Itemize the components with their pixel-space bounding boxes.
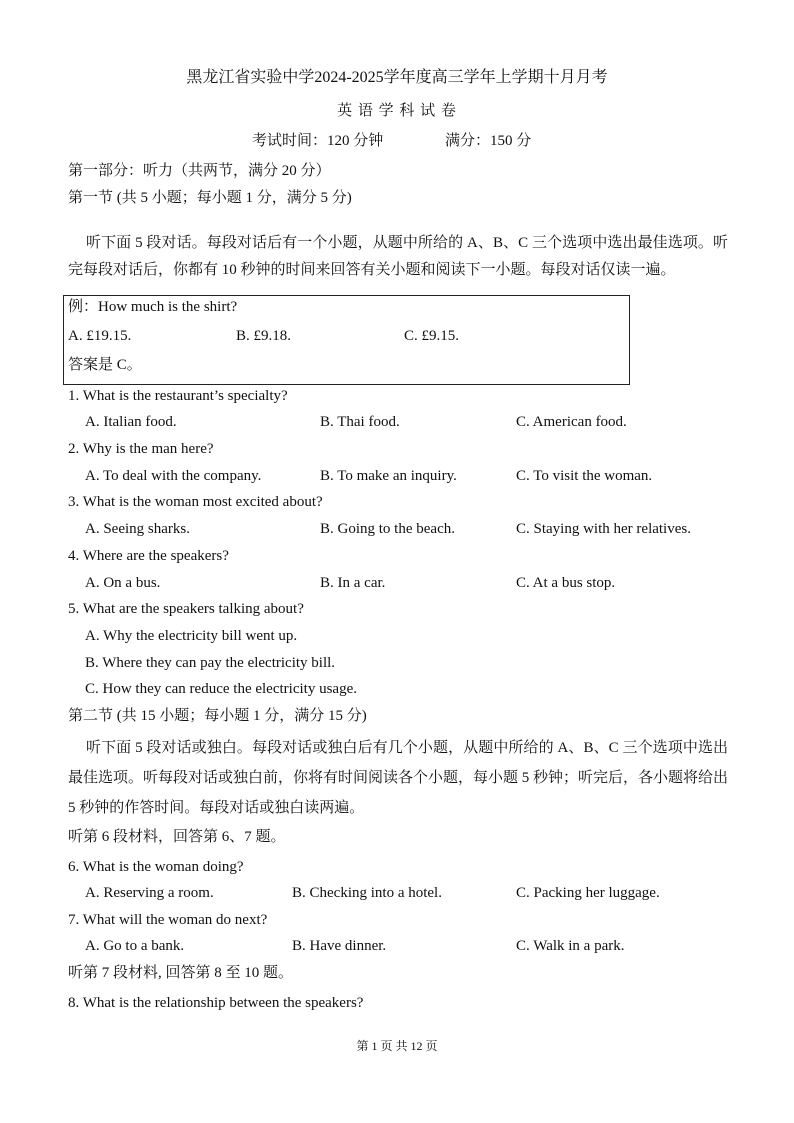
option-c: C. To visit the woman.: [516, 468, 653, 484]
option-a: A. Seeing sharks.: [85, 521, 190, 537]
option-b: B. Going to the beach.: [320, 521, 455, 537]
question: 8. What is the relationship between the speakers?: [68, 995, 364, 1011]
section1-heading: 第一节 (共 5 小题；每小题 1 分，满分 5 分): [68, 190, 352, 206]
option-c: C. Walk in a park.: [516, 938, 625, 954]
option-a: A. To deal with the company.: [85, 468, 262, 484]
option-b: B. Checking into a hotel.: [292, 885, 442, 901]
part1-heading: 第一部分：听力（共两节，满分 20 分）: [68, 163, 331, 179]
option-b: B. Have dinner.: [292, 938, 387, 954]
option-a: A. Go to a bank.: [85, 938, 185, 954]
question: 4. Where are the speakers?: [68, 548, 229, 564]
subject-title: 英 语 学 科 试 卷: [337, 103, 457, 119]
question: 7. What will the woman do next?: [68, 912, 268, 928]
option-b: B. Where they can pay the electricity bill.: [85, 655, 336, 671]
full-score: 满分：150 分: [445, 133, 532, 149]
option-c: C. Packing her luggage.: [516, 885, 660, 901]
material-7-note: 听第 7 段材料, 回答第 8 至 10 题。: [68, 965, 294, 981]
exam-time: 考试时间：120 分钟: [252, 133, 384, 149]
option-a: A. Why the electricity bill went up.: [85, 628, 298, 644]
exam-title: 黑龙江省实验中学2024-2025学年度高三学年上学期十月月考: [186, 69, 608, 86]
example-option-a: A. £19.15.: [68, 328, 132, 344]
option-c: C. How they can reduce the electricity usage.: [85, 681, 357, 697]
option-b: B. In a car.: [320, 575, 386, 591]
option-b: B. To make an inquiry.: [320, 468, 457, 484]
option-c: C. Staying with her relatives.: [516, 521, 691, 537]
option-a: A. Reserving a room.: [85, 885, 214, 901]
example-answer: 答案是 C。: [68, 357, 142, 373]
section2-heading: 第二节 (共 15 小题；每小题 1 分，满分 15 分): [68, 708, 367, 724]
example-option-b: B. £9.18.: [236, 328, 292, 344]
question: 2. Why is the man here?: [68, 441, 214, 457]
section2-instructions: 听下面 5 段对话或独白。每段对话或独白后有几个小题，从题中所给的 A、B、C 三个选项中选出最佳选项。听每段对话或独白前，你将有时间阅读各个小题，每小题 5 秒钟；听完后，各小题将给出 5 秒钟的作答时间。每段对话或独白读两遍。: [68, 740, 729, 816]
question: 5. What are the speakers talking about?: [68, 601, 304, 617]
question: 1. What is the restaurant’s specialty?: [68, 388, 288, 404]
example-question: 例：How much is the shirt?: [68, 299, 238, 315]
option-c: C. At a bus stop.: [516, 575, 616, 591]
question: 3. What is the woman most excited about?: [68, 494, 323, 510]
option-a: A. On a bus.: [85, 575, 161, 591]
question: 6. What is the woman doing?: [68, 859, 244, 875]
section1-instructions: 听下面 5 段对话。每段对话后有一个小题，从题中所给的 A、B、C 三个选项中选出最佳选项。听完每段对话后，你都有 10 秒钟的时间来回答有关小题和阅读下一小题。每段对话仅读一遍。: [68, 235, 728, 278]
option-b: B. Thai food.: [320, 414, 400, 430]
option-a: A. Italian food.: [85, 414, 177, 430]
page-footer: 第 1 页 共 12 页: [356, 1039, 438, 1053]
material-6-note: 听第 6 段材料，回答第 6、7 题。: [68, 829, 286, 845]
example-option-c: C. £9.15.: [404, 328, 460, 344]
option-c: C. American food.: [516, 414, 627, 430]
